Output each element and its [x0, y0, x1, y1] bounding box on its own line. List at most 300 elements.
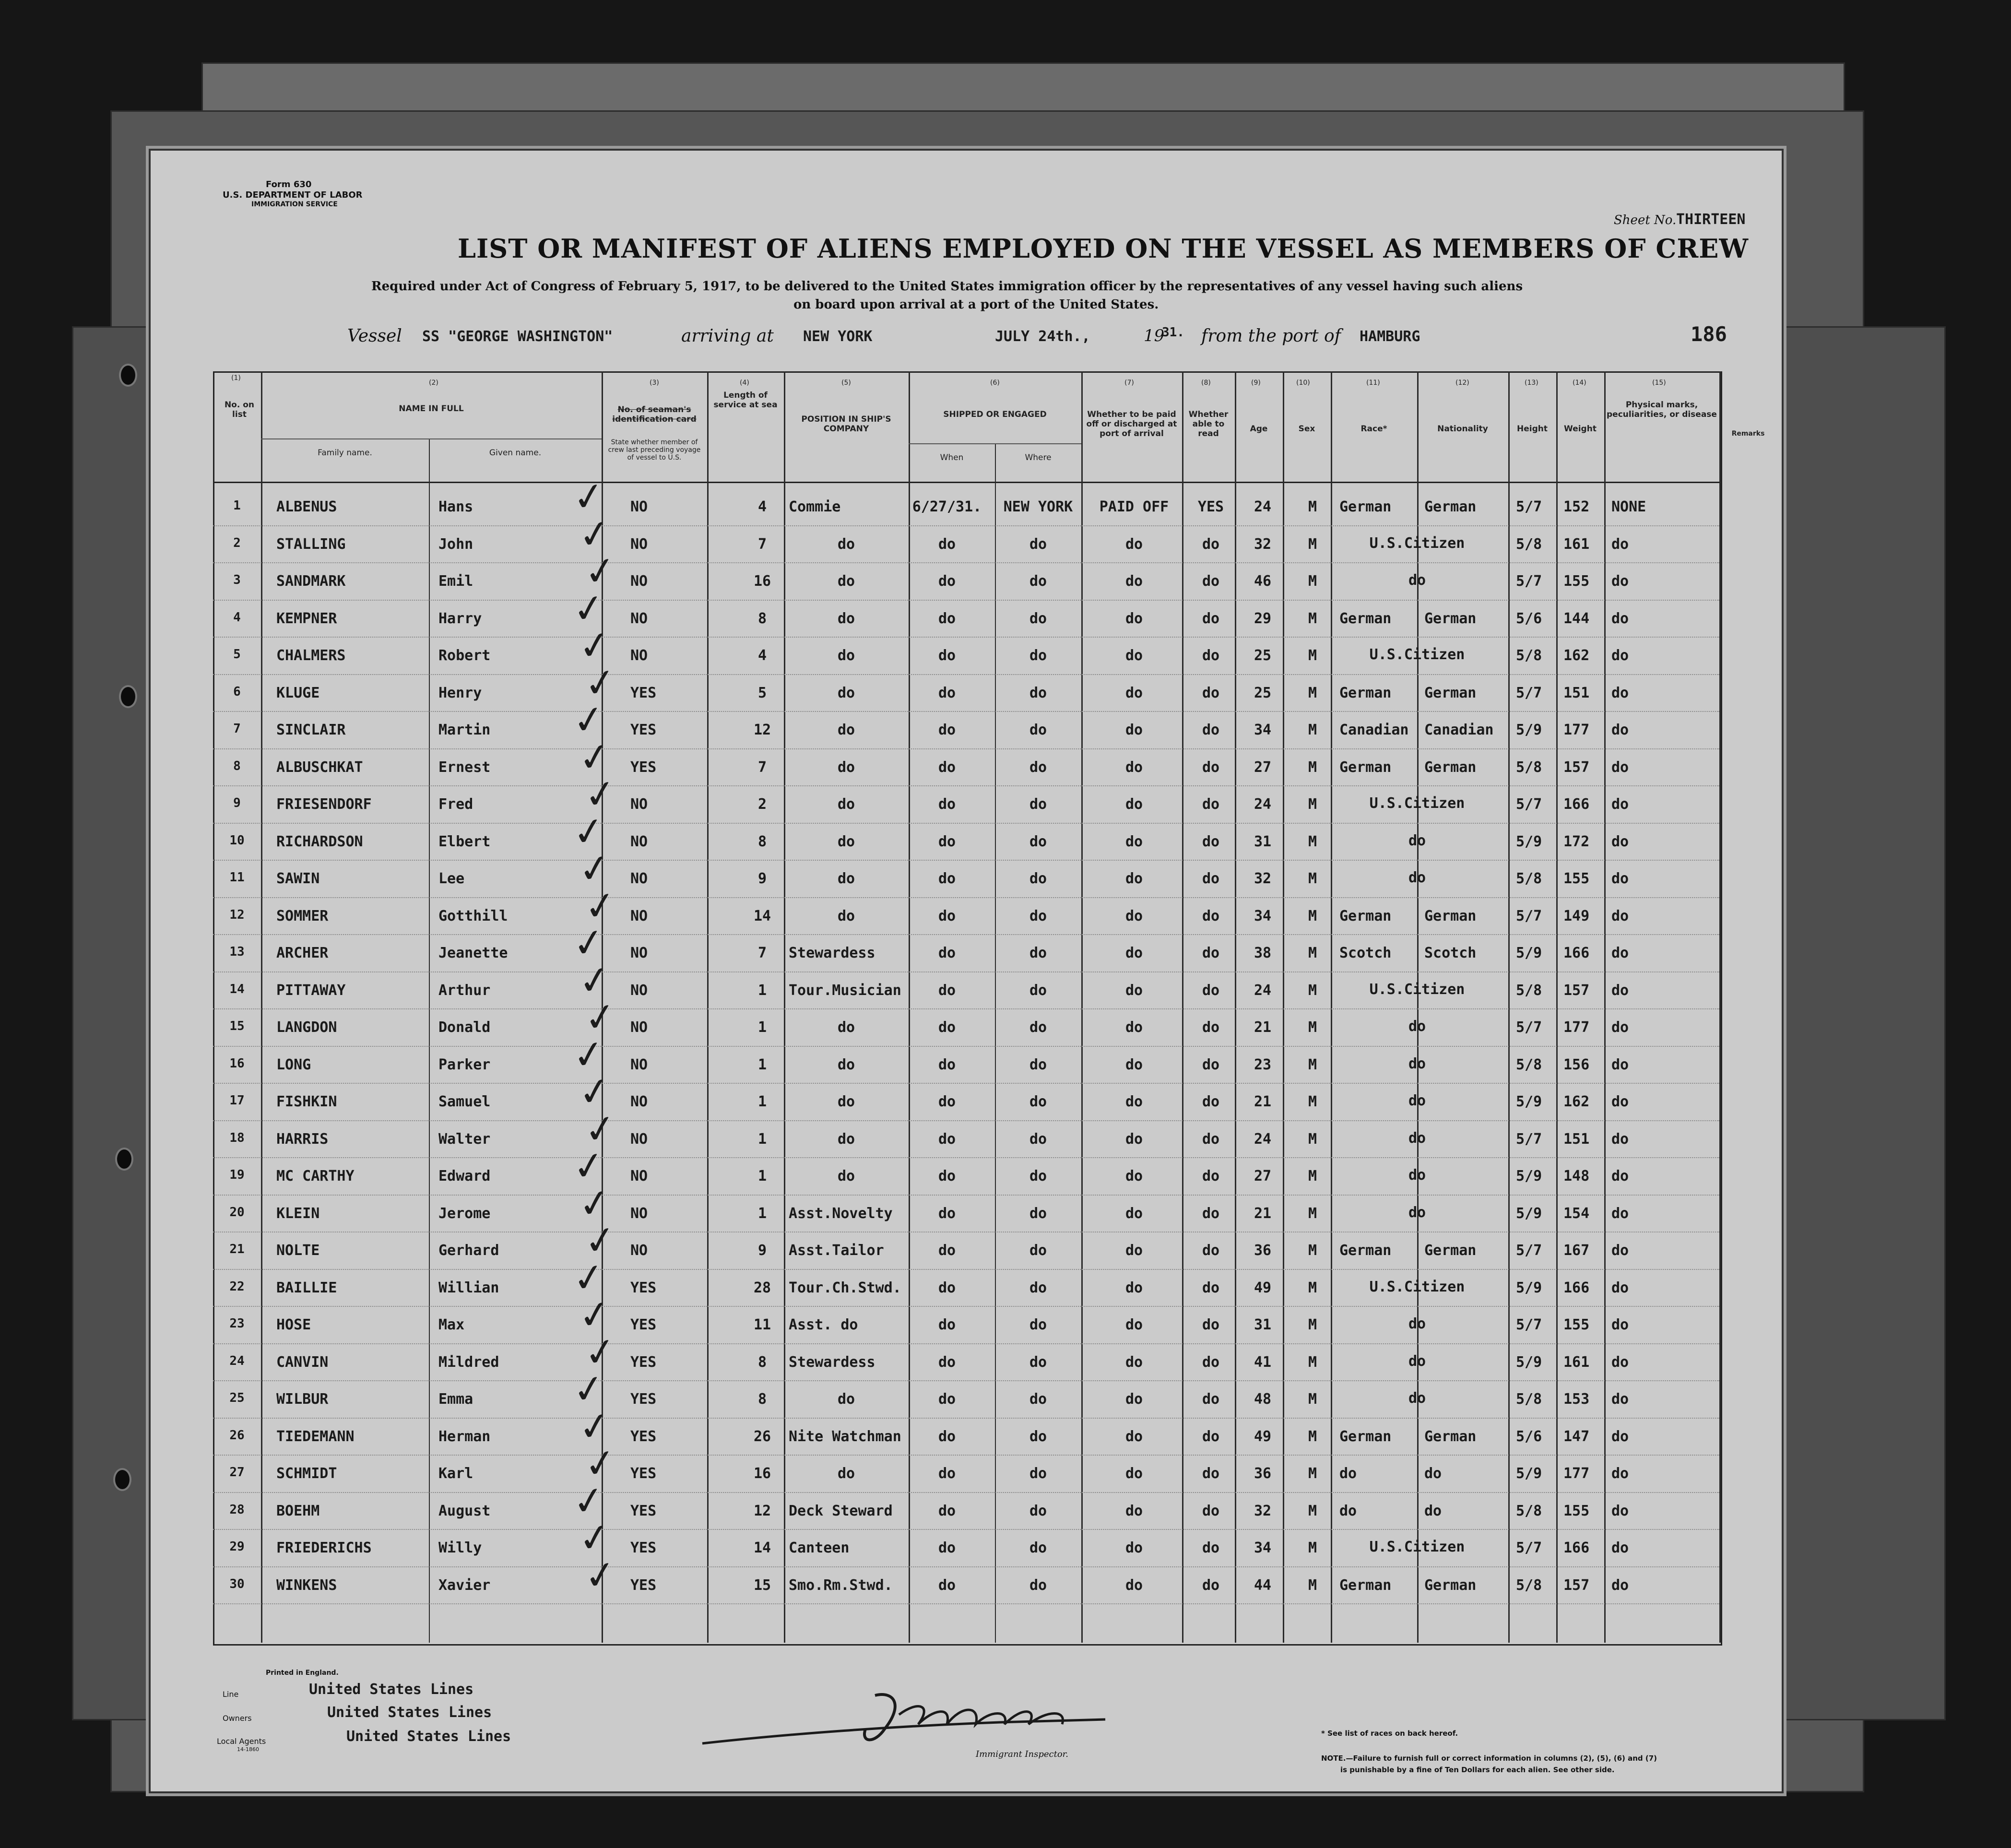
- cell-nationality: do: [1424, 1465, 1442, 1482]
- cell-physical-marks: do: [1611, 945, 1629, 961]
- row-divider: [213, 1120, 1719, 1122]
- cell-position: do: [837, 1056, 855, 1073]
- cell-shipped-where: do: [1029, 1130, 1047, 1148]
- cell-position: Tour.Ch.Stwd.: [789, 1279, 901, 1296]
- cell-previous-voyage: YES: [630, 1502, 657, 1519]
- cell-shipped-when: do: [938, 907, 956, 924]
- cell-race: German: [1339, 684, 1392, 701]
- cell-age: 32: [1254, 870, 1272, 887]
- cell-position: do: [837, 833, 855, 850]
- check-mark-icon: ✓: [575, 621, 614, 670]
- cell-shipped-where: do: [1029, 1093, 1047, 1110]
- row-divider: [213, 1343, 1719, 1345]
- cell-previous-voyage: YES: [630, 1316, 657, 1333]
- cell-position: do: [837, 870, 855, 887]
- cell-position: Canteen: [789, 1540, 850, 1556]
- cell-position: Stewardess: [789, 945, 875, 961]
- cell-length-of-service: 16: [753, 1465, 771, 1482]
- cell-length-of-service: 7: [757, 535, 767, 553]
- cell-able-to-read: do: [1202, 573, 1220, 590]
- cell-race-nationality: do: [1408, 869, 1426, 886]
- cell-nationality: German: [1424, 1242, 1477, 1259]
- cell-previous-voyage: YES: [630, 1391, 657, 1408]
- cell-family-name: ARCHER: [276, 945, 329, 961]
- sheet-number: THIRTEEN: [1676, 211, 1746, 228]
- cell-position: do: [837, 1130, 855, 1148]
- cell-length-of-service: 1: [757, 1093, 767, 1110]
- cell-family-name: BOEHM: [276, 1502, 320, 1519]
- check-mark-icon: ✓: [575, 733, 614, 782]
- cell-family-name: PITTAWAY: [276, 982, 346, 999]
- cell-paid-off: do: [1125, 535, 1143, 553]
- row-divider: [213, 674, 1719, 675]
- cell-given-name: Fred: [438, 796, 473, 813]
- cell-paid-off: do: [1125, 982, 1143, 999]
- cell-height: 5/9: [1516, 1353, 1542, 1371]
- cell-previous-voyage: NO: [630, 982, 648, 999]
- cell-shipped-when: do: [938, 1353, 956, 1371]
- cell-row-number: 19: [229, 1168, 245, 1182]
- cell-position: do: [837, 907, 855, 924]
- cell-age: 49: [1254, 1279, 1272, 1296]
- cell-shipped-where: do: [1029, 982, 1047, 999]
- cell-race-nationality: do: [1408, 1129, 1426, 1147]
- cell-previous-voyage: NO: [630, 1168, 648, 1185]
- row-divider: [213, 1083, 1719, 1084]
- row-divider: [213, 748, 1719, 750]
- cell-able-to-read: do: [1202, 907, 1220, 924]
- cell-age: 31: [1254, 833, 1272, 850]
- column-number: (5): [841, 379, 851, 387]
- cell-physical-marks: do: [1611, 907, 1629, 924]
- row-divider: [213, 1269, 1719, 1270]
- row-divider: [213, 1455, 1719, 1456]
- cell-age: 38: [1254, 945, 1272, 961]
- cell-length-of-service: 12: [753, 722, 771, 738]
- subtitle: Required under Act of Congress of February 5, 1917, to be delivered to the United States immigration officer by the representatives of any vessel having such aliens: [371, 279, 1523, 294]
- column-number: (15): [1652, 379, 1666, 387]
- cell-shipped-where: do: [1029, 647, 1047, 664]
- cell-weight: 157: [1563, 1576, 1590, 1594]
- cell-given-name: Jerome: [438, 1205, 491, 1222]
- cell-family-name: KLEIN: [276, 1205, 320, 1222]
- cell-family-name: LANGDON: [276, 1019, 337, 1036]
- cell-row-number: 24: [229, 1353, 245, 1368]
- cell-given-name: Ernest: [438, 758, 491, 776]
- check-mark-icon: ✓: [569, 918, 608, 968]
- from-port-label: from the port of: [1201, 326, 1341, 346]
- cell-position: Asst.Tailor: [789, 1242, 884, 1259]
- cell-physical-marks: do: [1611, 1056, 1629, 1073]
- cell-sex: M: [1308, 1130, 1317, 1148]
- cell-sex: M: [1308, 833, 1317, 850]
- cell-weight: 157: [1563, 758, 1590, 776]
- row-divider: [213, 860, 1719, 861]
- cell-height: 5/8: [1516, 647, 1542, 664]
- cell-shipped-where: do: [1029, 870, 1047, 887]
- check-mark-icon: ✓: [581, 658, 620, 707]
- cell-physical-marks: do: [1611, 610, 1629, 627]
- cell-weight: 166: [1563, 1540, 1590, 1556]
- cell-physical-marks: do: [1611, 1465, 1629, 1482]
- check-mark-icon: ✓: [581, 1327, 620, 1376]
- row-divider: [213, 1232, 1719, 1233]
- header-given-name: Given name.: [489, 448, 542, 458]
- cell-nationality: German: [1424, 907, 1477, 924]
- cell-nationality: German: [1424, 684, 1477, 701]
- cell-nationality: German: [1424, 758, 1477, 776]
- agents-value: United States Lines: [346, 1728, 511, 1745]
- cell-given-name: John: [438, 535, 473, 553]
- cell-nationality: do: [1424, 1502, 1442, 1519]
- cell-race: Scotch: [1339, 945, 1392, 961]
- cell-position: do: [837, 722, 855, 738]
- cell-shipped-when: do: [938, 833, 956, 850]
- cell-nationality: German: [1424, 1428, 1477, 1445]
- cell-family-name: HARRIS: [276, 1130, 329, 1148]
- cell-race-nationality: U.S.Citizen: [1369, 646, 1465, 663]
- cell-previous-voyage: NO: [630, 610, 648, 627]
- department-name: U.S. DEPARTMENT OF LABOR: [223, 190, 363, 200]
- cell-shipped-where: do: [1029, 535, 1047, 553]
- header-paid-off: Whether to be paid off or discharged at port of arrival: [1086, 410, 1177, 438]
- cell-weight: 151: [1563, 684, 1590, 701]
- cell-height: 5/8: [1516, 1391, 1542, 1408]
- cell-race-nationality: U.S.Citizen: [1369, 1539, 1465, 1555]
- cell-age: 32: [1254, 535, 1272, 553]
- cell-family-name: CHALMERS: [276, 647, 346, 664]
- cell-shipped-when: do: [938, 1279, 956, 1296]
- cell-shipped-where: do: [1029, 1056, 1047, 1073]
- cell-position: Deck Steward: [789, 1502, 893, 1519]
- cell-race-nationality: do: [1408, 1092, 1426, 1109]
- cell-able-to-read: do: [1202, 1279, 1220, 1296]
- cell-shipped-when: do: [938, 722, 956, 738]
- cell-row-number: 4: [233, 610, 241, 625]
- cell-able-to-read: do: [1202, 1391, 1220, 1408]
- cell-age: 46: [1254, 573, 1272, 590]
- cell-family-name: SANDMARK: [276, 573, 346, 590]
- cell-weight: 177: [1563, 1465, 1590, 1482]
- cell-paid-off: do: [1125, 1428, 1143, 1445]
- cell-age: 29: [1254, 610, 1272, 627]
- header-no-on-list: No. on list: [224, 400, 255, 419]
- cell-given-name: Henry: [438, 684, 482, 701]
- cell-race: German: [1339, 1428, 1392, 1445]
- cell-position: do: [837, 610, 855, 627]
- cell-family-name: TIEDEMANN: [276, 1428, 355, 1445]
- column-number: (6): [990, 379, 1000, 387]
- cell-sex: M: [1308, 1019, 1317, 1036]
- cell-weight: 157: [1563, 982, 1590, 999]
- cell-shipped-when: do: [938, 1540, 956, 1556]
- row-divider: [213, 1008, 1719, 1010]
- cell-race-nationality: do: [1408, 1352, 1426, 1370]
- cell-physical-marks: do: [1611, 1279, 1629, 1296]
- cell-length-of-service: 9: [757, 1242, 767, 1259]
- cell-family-name: ALBUSCHKAT: [276, 758, 363, 776]
- agents-code: 14-1860: [237, 1746, 259, 1753]
- cell-height: 5/7: [1516, 573, 1542, 590]
- cell-race-nationality: do: [1408, 572, 1426, 589]
- cell-row-number: 12: [229, 907, 245, 922]
- cell-sex: M: [1308, 498, 1317, 515]
- row-divider: [213, 934, 1719, 936]
- cell-age: 24: [1254, 982, 1272, 999]
- cell-age: 21: [1254, 1093, 1272, 1110]
- header-remarks: Remarks: [1731, 430, 1765, 438]
- cell-position: Tour.Musician: [789, 982, 901, 999]
- cell-length-of-service: 8: [757, 833, 767, 850]
- cell-shipped-where: NEW YORK: [1003, 498, 1073, 515]
- cell-shipped-when: do: [938, 1391, 956, 1408]
- cell-weight: 155: [1563, 1316, 1590, 1333]
- header-sex: Sex: [1298, 424, 1315, 434]
- cell-row-number: 16: [229, 1056, 245, 1071]
- cell-weight: 177: [1563, 1019, 1590, 1036]
- cell-family-name: SAWIN: [276, 870, 320, 887]
- cell-length-of-service: 15: [753, 1576, 771, 1594]
- cell-height: 5/8: [1516, 982, 1542, 999]
- cell-paid-off: do: [1125, 870, 1143, 887]
- cell-sex: M: [1308, 610, 1317, 627]
- cell-age: 27: [1254, 1168, 1272, 1185]
- cell-race: German: [1339, 907, 1392, 924]
- cell-able-to-read: do: [1202, 945, 1220, 961]
- cell-physical-marks: do: [1611, 1168, 1629, 1185]
- line-label: Line: [223, 1690, 239, 1699]
- cell-position: Asst. do: [789, 1316, 858, 1333]
- cell-physical-marks: do: [1611, 1205, 1629, 1222]
- cell-age: 21: [1254, 1019, 1272, 1036]
- cell-paid-off: do: [1125, 1130, 1143, 1148]
- cell-nationality: German: [1424, 1576, 1477, 1594]
- cell-shipped-where: do: [1029, 573, 1047, 590]
- cell-shipped-where: do: [1029, 1428, 1047, 1445]
- cell-height: 5/7: [1516, 498, 1542, 515]
- penalty-note-continued: is punishable by a fine of Ten Dollars for each alien. See other side.: [1340, 1765, 1615, 1774]
- cell-able-to-read: do: [1202, 722, 1220, 738]
- row-divider: [213, 823, 1719, 824]
- check-mark-icon: ✓: [569, 1253, 608, 1302]
- cell-age: 24: [1254, 796, 1272, 813]
- cell-shipped-where: do: [1029, 1353, 1047, 1371]
- cell-race: Canadian: [1339, 722, 1409, 738]
- cell-able-to-read: do: [1202, 1540, 1220, 1556]
- cell-given-name: Emil: [438, 573, 473, 590]
- cell-paid-off: do: [1125, 1242, 1143, 1259]
- cell-shipped-where: do: [1029, 684, 1047, 701]
- cell-height: 5/8: [1516, 758, 1542, 776]
- cell-height: 5/7: [1516, 796, 1542, 813]
- cell-row-number: 6: [233, 684, 241, 699]
- cell-physical-marks: do: [1611, 982, 1629, 999]
- cell-position: Commie: [789, 498, 841, 515]
- cell-position: do: [837, 684, 855, 701]
- cell-able-to-read: YES: [1197, 498, 1224, 515]
- check-mark-icon: ✓: [575, 509, 614, 558]
- cell-paid-off: do: [1125, 758, 1143, 776]
- cell-weight: 166: [1563, 1279, 1590, 1296]
- cell-age: 25: [1254, 684, 1272, 701]
- cell-previous-voyage: YES: [630, 1576, 657, 1594]
- cell-row-number: 2: [233, 535, 241, 550]
- cell-previous-voyage: YES: [630, 1353, 657, 1371]
- cell-length-of-service: 16: [753, 573, 771, 590]
- cell-position: do: [837, 1093, 855, 1110]
- cell-paid-off: do: [1125, 1576, 1143, 1594]
- cell-shipped-where: do: [1029, 1242, 1047, 1259]
- cell-row-number: 8: [233, 758, 241, 773]
- cell-row-number: 3: [233, 573, 241, 587]
- check-mark-icon: ✓: [581, 993, 620, 1042]
- cell-sex: M: [1308, 1242, 1317, 1259]
- cell-paid-off: do: [1125, 907, 1143, 924]
- cell-length-of-service: 4: [757, 498, 767, 515]
- cell-previous-voyage: NO: [630, 1242, 648, 1259]
- cell-able-to-read: do: [1202, 796, 1220, 813]
- cell-sex: M: [1308, 1205, 1317, 1222]
- header-position: POSITION IN SHIP'S COMPANY: [801, 415, 891, 434]
- cell-shipped-when: do: [938, 945, 956, 961]
- cell-weight: 155: [1563, 1502, 1590, 1519]
- cell-able-to-read: do: [1202, 610, 1220, 627]
- cell-paid-off: PAID OFF: [1099, 498, 1169, 515]
- cell-race-nationality: U.S.Citizen: [1369, 534, 1465, 552]
- row-divider: [213, 971, 1719, 973]
- cell-paid-off: do: [1125, 1205, 1143, 1222]
- cell-given-name: Xavier: [438, 1576, 491, 1594]
- cell-length-of-service: 12: [753, 1502, 771, 1519]
- cell-row-number: 25: [229, 1391, 245, 1405]
- cell-previous-voyage: NO: [630, 945, 648, 961]
- cell-sex: M: [1308, 1391, 1317, 1408]
- cell-row-number: 18: [229, 1130, 245, 1145]
- cell-sex: M: [1308, 1168, 1317, 1185]
- cell-family-name: BAILLIE: [276, 1279, 337, 1296]
- cell-position: Stewardess: [789, 1353, 875, 1371]
- cell-family-name: FRIESENDORF: [276, 796, 372, 813]
- cell-position: Nite Watchman: [789, 1428, 901, 1445]
- cell-race-nationality: do: [1408, 1055, 1426, 1072]
- column-number: (11): [1366, 379, 1380, 387]
- header-height: Height: [1517, 424, 1548, 434]
- cell-weight: 161: [1563, 1353, 1590, 1371]
- cell-physical-marks: do: [1611, 833, 1629, 850]
- cell-race-nationality: U.S.Citizen: [1369, 981, 1465, 998]
- cell-row-number: 13: [229, 945, 245, 959]
- cell-length-of-service: 4: [757, 647, 767, 664]
- cell-given-name: Lee: [438, 870, 465, 887]
- cell-paid-off: do: [1125, 1540, 1143, 1556]
- cell-height: 5/8: [1516, 1576, 1542, 1594]
- cell-shipped-when: do: [938, 1130, 956, 1148]
- cell-weight: 151: [1563, 1130, 1590, 1148]
- cell-position: do: [837, 535, 855, 553]
- cell-sex: M: [1308, 573, 1317, 590]
- cell-length-of-service: 7: [757, 945, 767, 961]
- binder-hole: [113, 1468, 131, 1491]
- cell-given-name: August: [438, 1502, 491, 1519]
- row-divider: [213, 1566, 1719, 1568]
- cell-previous-voyage: YES: [630, 684, 657, 701]
- cell-height: 5/7: [1516, 1242, 1542, 1259]
- cell-family-name: WINKENS: [276, 1576, 337, 1594]
- cell-paid-off: do: [1125, 1353, 1143, 1371]
- check-mark-icon: ✓: [575, 1513, 614, 1563]
- cell-age: 23: [1254, 1056, 1272, 1073]
- cell-row-number: 28: [229, 1502, 245, 1517]
- cell-age: 34: [1254, 1540, 1272, 1556]
- column-number: (12): [1455, 379, 1469, 387]
- arrival-date: JULY 24th.,: [995, 328, 1090, 345]
- cell-length-of-service: 2: [757, 796, 767, 813]
- cell-paid-off: do: [1125, 1316, 1143, 1333]
- cell-height: 5/7: [1516, 907, 1542, 924]
- cell-previous-voyage: NO: [630, 833, 648, 850]
- cell-family-name: KEMPNER: [276, 610, 337, 627]
- cell-sex: M: [1308, 945, 1317, 961]
- cell-physical-marks: do: [1611, 1540, 1629, 1556]
- cell-sex: M: [1308, 1279, 1317, 1296]
- binder-hole: [115, 1148, 133, 1171]
- cell-length-of-service: 1: [757, 1056, 767, 1073]
- cell-able-to-read: do: [1202, 1168, 1220, 1185]
- row-divider: [213, 1046, 1719, 1047]
- cell-given-name: Parker: [438, 1056, 491, 1073]
- column-number: (8): [1201, 379, 1211, 387]
- cell-previous-voyage: NO: [630, 796, 648, 813]
- cell-previous-voyage: NO: [630, 535, 648, 553]
- cell-previous-voyage: NO: [630, 1205, 648, 1222]
- cell-family-name: LONG: [276, 1056, 311, 1073]
- cell-family-name: SINCLAIR: [276, 722, 346, 738]
- cell-height: 5/7: [1516, 1130, 1542, 1148]
- cell-family-name: NOLTE: [276, 1242, 320, 1259]
- cell-shipped-where: do: [1029, 1279, 1047, 1296]
- cell-race: German: [1339, 1576, 1392, 1594]
- cell-previous-voyage: YES: [630, 1465, 657, 1482]
- year-prefix: 19: [1144, 326, 1165, 345]
- cell-family-name: WILBUR: [276, 1391, 329, 1408]
- cell-shipped-where: do: [1029, 796, 1047, 813]
- cell-age: 41: [1254, 1353, 1272, 1371]
- cell-family-name: FISHKIN: [276, 1093, 337, 1110]
- cell-shipped-where: do: [1029, 833, 1047, 850]
- penalty-note: NOTE.—Failure to furnish full or correct information in columns (2), (5), (6) and (7): [1321, 1754, 1657, 1763]
- cell-age: 24: [1254, 1130, 1272, 1148]
- cell-race: do: [1339, 1502, 1357, 1519]
- check-mark-icon: ✓: [569, 695, 608, 745]
- cell-height: 5/7: [1516, 684, 1542, 701]
- printed-note: Printed in England.: [266, 1669, 339, 1677]
- cell-position: do: [837, 647, 855, 664]
- cell-row-number: 21: [229, 1242, 245, 1256]
- cell-family-name: KLUGE: [276, 684, 320, 701]
- cell-physical-marks: do: [1611, 1130, 1629, 1148]
- row-divider: [213, 785, 1719, 787]
- cell-length-of-service: 11: [753, 1316, 771, 1333]
- cell-shipped-where: do: [1029, 1465, 1047, 1482]
- arriving-label: arriving at: [681, 326, 774, 346]
- cell-previous-voyage: NO: [630, 907, 648, 924]
- cell-weight: 144: [1563, 610, 1590, 627]
- cell-physical-marks: do: [1611, 1428, 1629, 1445]
- cell-family-name: ALBENUS: [276, 498, 337, 515]
- cell-given-name: Jeanette: [438, 945, 508, 961]
- cell-given-name: Gotthill: [438, 907, 508, 924]
- check-mark-icon: ✓: [569, 1030, 608, 1079]
